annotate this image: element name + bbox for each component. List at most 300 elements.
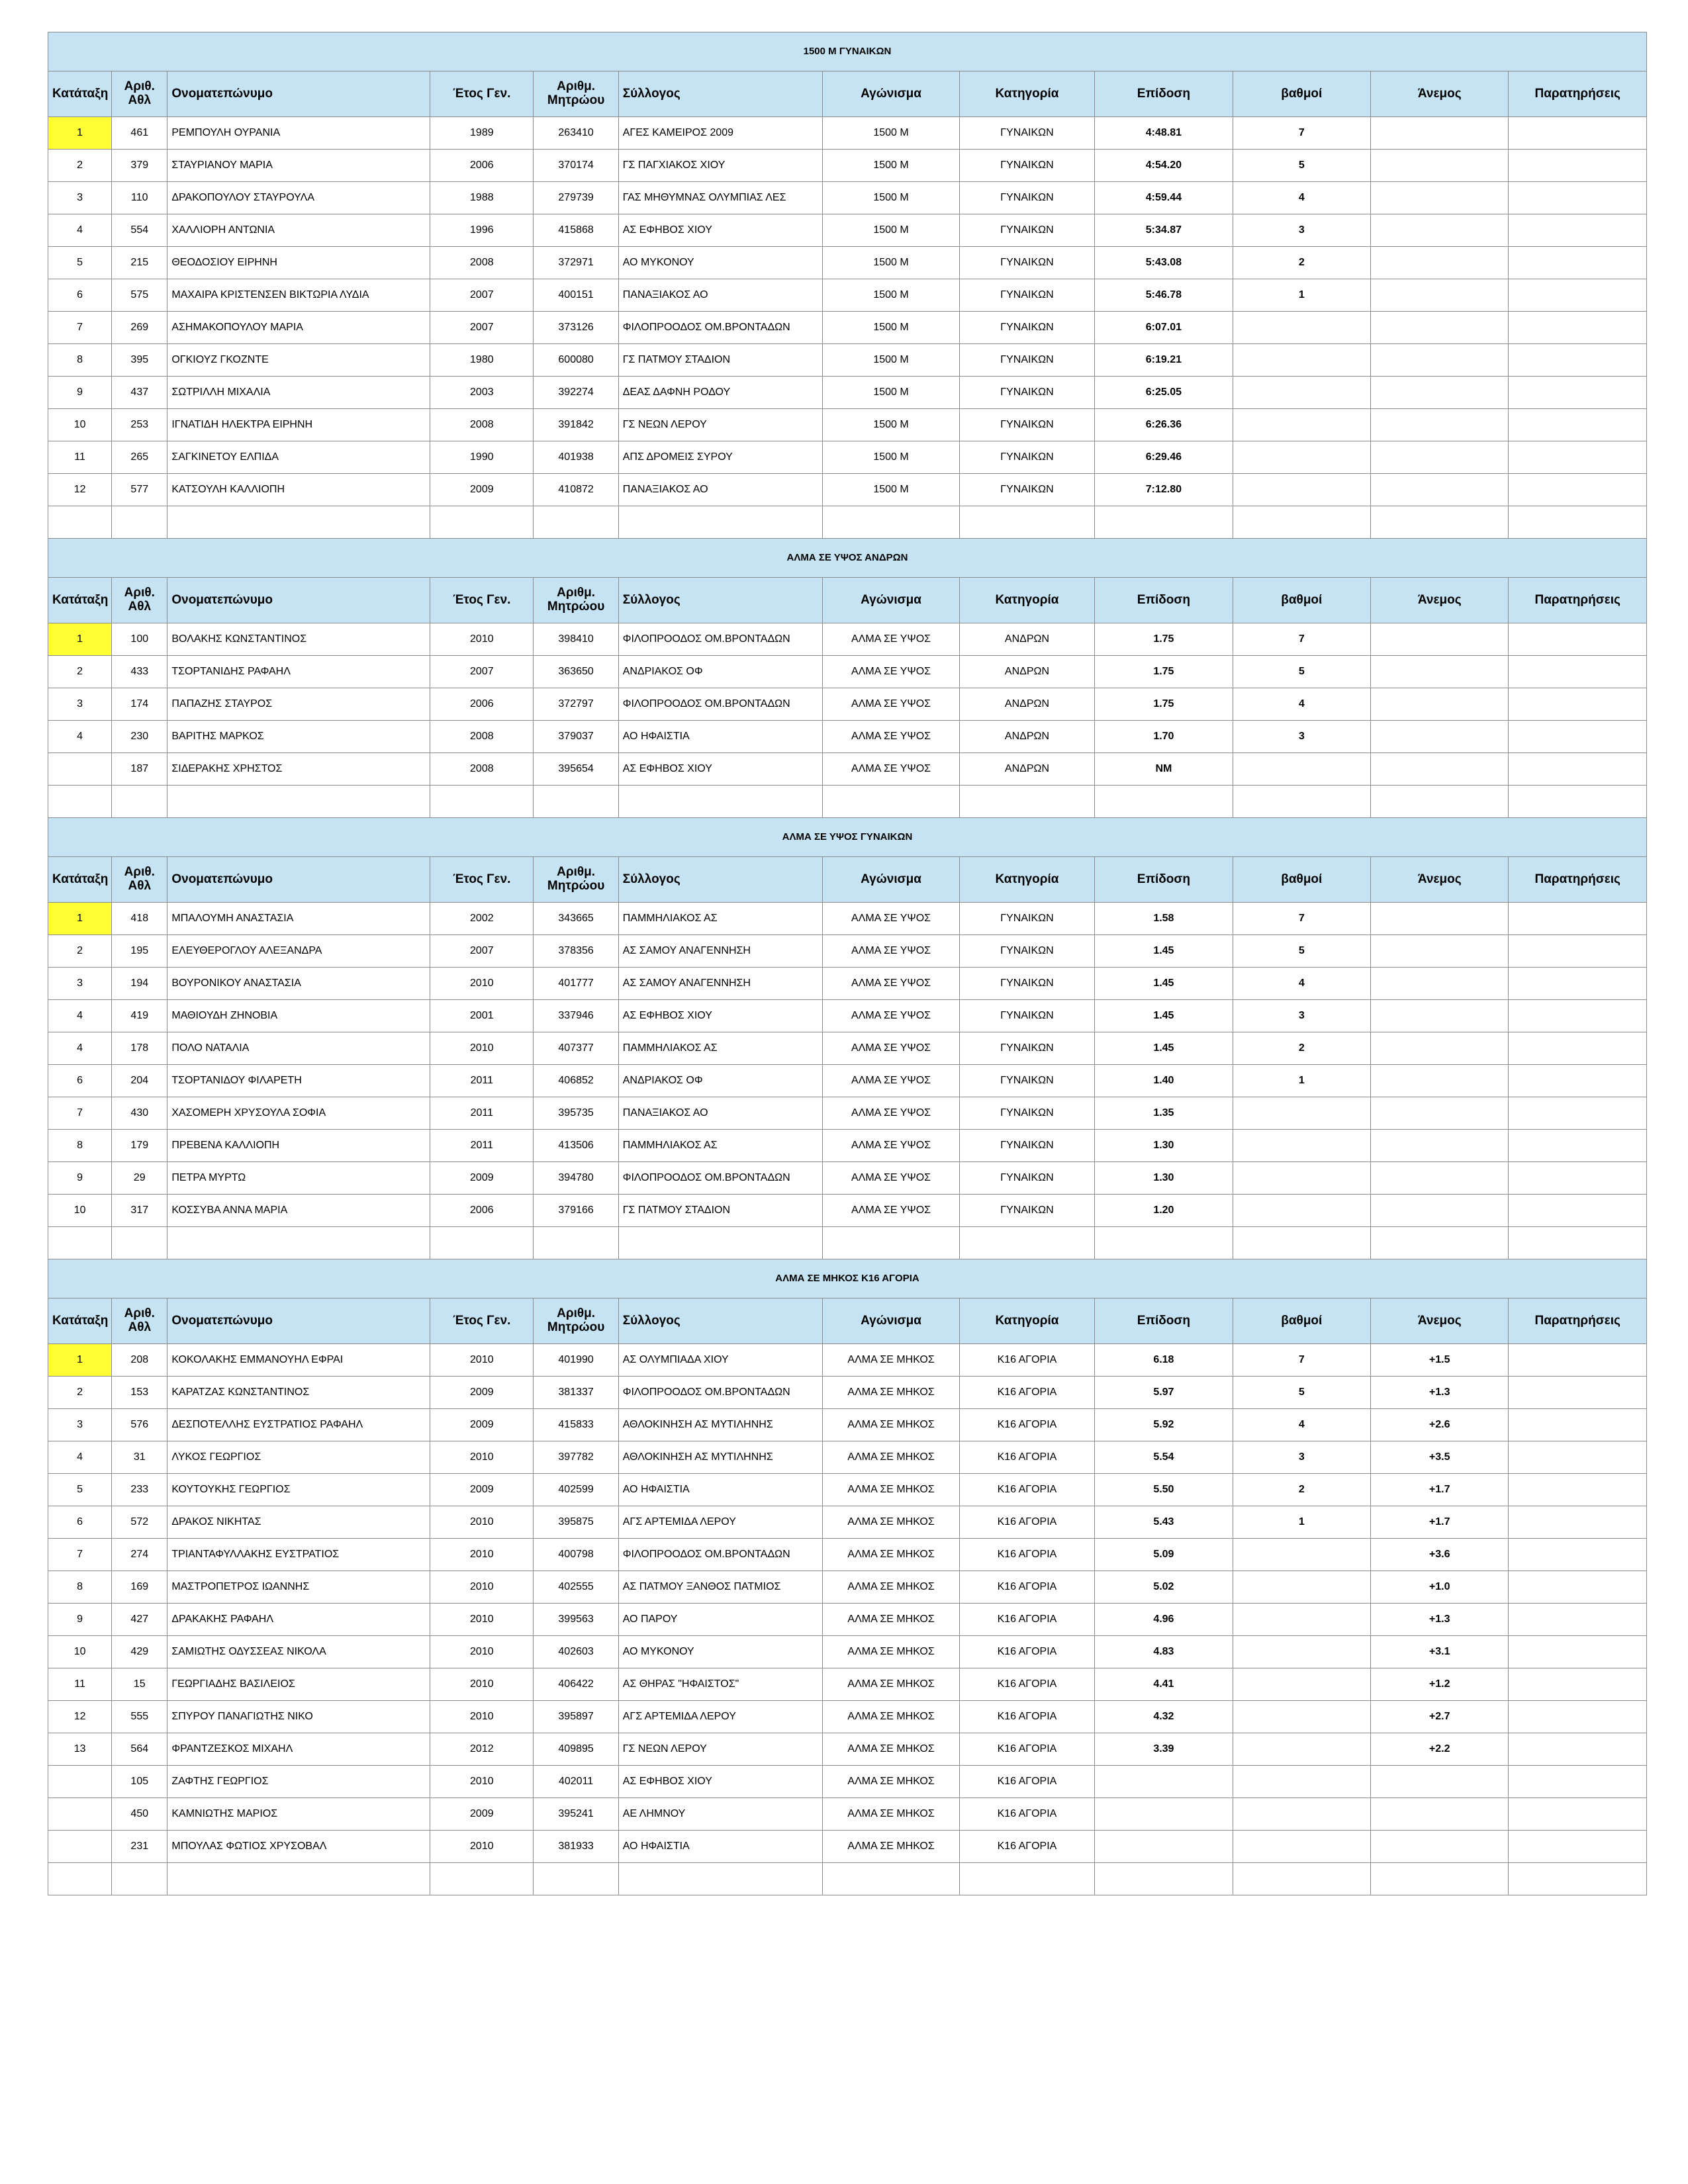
cell-remarks [1509, 1000, 1647, 1032]
cell-wind: +1.5 [1371, 1344, 1509, 1377]
cell-event: 1500 Μ [823, 117, 959, 150]
cell-points: 1 [1233, 1506, 1370, 1539]
cell-wind [1371, 1831, 1509, 1863]
cell-name: ΦΡΑΝΤΖΕΣΚΟΣ ΜΙΧΑΗΛ [167, 1733, 430, 1766]
cell-remarks [1509, 1162, 1647, 1195]
cell-points [1233, 474, 1370, 506]
cell-club: ΑΣ ΣΑΜΟΥ ΑΝΑΓΕΝΝΗΣΗ [618, 935, 823, 968]
cell-performance [1095, 1831, 1233, 1863]
column-header-row [48, 71, 1647, 117]
cell-performance: 6:25.05 [1095, 377, 1233, 409]
header-points: βαθμοί [1233, 578, 1370, 623]
cell-birth-year: 2006 [430, 688, 534, 721]
cell-registry-number: 400151 [534, 279, 618, 312]
table-row [48, 1195, 1647, 1227]
cell-points: 1 [1233, 279, 1370, 312]
cell-registry-number: 381933 [534, 1831, 618, 1863]
cell-wind: +2.7 [1371, 1701, 1509, 1733]
cell-registry-number: 409895 [534, 1733, 618, 1766]
header-registry-number: Αριθμ. Μητρώου [534, 857, 618, 903]
header-remarks: Παρατηρήσεις [1509, 1298, 1647, 1344]
table-row [48, 1571, 1647, 1604]
cell-club: ΓΑΣ ΜΗΘΥΜΝΑΣ ΟΛΥΜΠΙΑΣ ΛΕΣ [618, 182, 823, 214]
cell-club: ΑΓΕΣ ΚΑΜΕΙΡΟΣ 2009 [618, 117, 823, 150]
table-row [48, 1636, 1647, 1668]
cell-event: ΑΛΜΑ ΣΕ ΥΨΟΣ [823, 1162, 959, 1195]
section-title-row [48, 539, 1647, 578]
cell-performance: 3.39 [1095, 1733, 1233, 1766]
cell-birth-year: 2010 [430, 1668, 534, 1701]
table-row [48, 935, 1647, 968]
cell-bib: 265 [112, 441, 167, 474]
cell-points: 7 [1233, 903, 1370, 935]
cell-event: 1500 Μ [823, 474, 959, 506]
header-wind: Άνεμος [1371, 1298, 1509, 1344]
table-row [48, 214, 1647, 247]
cell-rank: 2 [48, 656, 112, 688]
blank-row [48, 786, 1647, 818]
cell-event: ΑΛΜΑ ΣΕ ΜΗΚΟΣ [823, 1668, 959, 1701]
cell-rank: 10 [48, 1195, 112, 1227]
cell-points [1233, 441, 1370, 474]
header-rank: Κατάταξη [48, 857, 112, 903]
cell-registry-number: 372797 [534, 688, 618, 721]
cell-bib: 575 [112, 279, 167, 312]
cell-performance: 6:19.21 [1095, 344, 1233, 377]
empty-cell [430, 1863, 534, 1895]
cell-points [1233, 1766, 1370, 1798]
header-rank: Κατάταξη [48, 71, 112, 117]
cell-remarks [1509, 1032, 1647, 1065]
cell-name: ΙΓΝΑΤΙΔΗ ΗΛΕΚΤΡΑ ΕΙΡΗΝΗ [167, 409, 430, 441]
cell-points: 1 [1233, 1065, 1370, 1097]
header-birth-year: Έτος Γεν. [430, 578, 534, 623]
empty-cell [48, 786, 112, 818]
table-row [48, 1000, 1647, 1032]
cell-category: ΓΥΝΑΙΚΩΝ [959, 1000, 1094, 1032]
cell-remarks [1509, 1636, 1647, 1668]
header-wind: Άνεμος [1371, 857, 1509, 903]
cell-event: 1500 Μ [823, 312, 959, 344]
cell-event: ΑΛΜΑ ΣΕ ΥΨΟΣ [823, 1097, 959, 1130]
cell-points: 4 [1233, 182, 1370, 214]
cell-birth-year: 2002 [430, 903, 534, 935]
cell-category: ΓΥΝΑΙΚΩΝ [959, 1097, 1094, 1130]
cell-birth-year: 2009 [430, 1409, 534, 1441]
cell-name: ΒΑΡΙΤΗΣ ΜΑΡΚΟΣ [167, 721, 430, 753]
cell-name: ΣΩΤΡΙΛΛΗ ΜΙΧΑΛΙΑ [167, 377, 430, 409]
cell-category: Κ16 ΑΓΟΡΙΑ [959, 1377, 1094, 1409]
cell-registry-number: 398410 [534, 623, 618, 656]
cell-event: ΑΛΜΑ ΣΕ ΥΨΟΣ [823, 656, 959, 688]
cell-event: ΑΛΜΑ ΣΕ ΥΨΟΣ [823, 1032, 959, 1065]
cell-remarks [1509, 1065, 1647, 1097]
cell-remarks [1509, 409, 1647, 441]
cell-event: ΑΛΜΑ ΣΕ ΜΗΚΟΣ [823, 1441, 959, 1474]
cell-category: Κ16 ΑΓΟΡΙΑ [959, 1409, 1094, 1441]
cell-rank: 3 [48, 1409, 112, 1441]
cell-name: ΣΑΜΙΩΤΗΣ ΟΔΥΣΣΕΑΣ ΝΙΚΟΛΑ [167, 1636, 430, 1668]
cell-birth-year: 1980 [430, 344, 534, 377]
cell-registry-number: 402603 [534, 1636, 618, 1668]
cell-club: ΑΕ ΛΗΜΝΟΥ [618, 1798, 823, 1831]
cell-category: ΓΥΝΑΙΚΩΝ [959, 935, 1094, 968]
cell-bib: 269 [112, 312, 167, 344]
cell-event: ΑΛΜΑ ΣΕ ΜΗΚΟΣ [823, 1409, 959, 1441]
header-remarks: Παρατηρήσεις [1509, 857, 1647, 903]
cell-rank: 1 [48, 903, 112, 935]
empty-cell [823, 786, 959, 818]
cell-rank: 7 [48, 312, 112, 344]
cell-bib: 395 [112, 344, 167, 377]
cell-performance: 1.45 [1095, 968, 1233, 1000]
cell-category: ΓΥΝΑΙΚΩΝ [959, 903, 1094, 935]
cell-wind [1371, 688, 1509, 721]
cell-performance: 1.70 [1095, 721, 1233, 753]
cell-name: ΚΟΣΣΥΒΑ ΑΝΝΑ ΜΑΡΙΑ [167, 1195, 430, 1227]
cell-wind: +1.7 [1371, 1506, 1509, 1539]
cell-bib: 317 [112, 1195, 167, 1227]
cell-wind [1371, 409, 1509, 441]
cell-performance: 4.41 [1095, 1668, 1233, 1701]
cell-remarks [1509, 1409, 1647, 1441]
cell-rank: 2 [48, 150, 112, 182]
cell-category: ΓΥΝΑΙΚΩΝ [959, 474, 1094, 506]
cell-birth-year: 2011 [430, 1065, 534, 1097]
cell-points [1233, 1701, 1370, 1733]
empty-cell [112, 786, 167, 818]
cell-club: ΦΙΛΟΠΡΟΟΔΟΣ ΟΜ.ΒΡΟΝΤΑΔΩΝ [618, 312, 823, 344]
header-name: Ονοματεπώνυμο [167, 71, 430, 117]
cell-birth-year: 2010 [430, 1441, 534, 1474]
cell-rank: 8 [48, 344, 112, 377]
cell-category: ΑΝΔΡΩΝ [959, 623, 1094, 656]
empty-cell [959, 786, 1094, 818]
cell-rank [48, 1766, 112, 1798]
cell-bib: 179 [112, 1130, 167, 1162]
empty-cell [112, 1863, 167, 1895]
cell-remarks [1509, 721, 1647, 753]
cell-club: ΔΕΑΣ ΔΑΦΝΗ ΡΟΔΟΥ [618, 377, 823, 409]
cell-name: ΤΡΙΑΝΤΑΦΥΛΛΑΚΗΣ ΕΥΣΤΡΑΤΙΟΣ [167, 1539, 430, 1571]
cell-performance: 6:29.46 [1095, 441, 1233, 474]
cell-bib: 31 [112, 1441, 167, 1474]
cell-performance: NM [1095, 753, 1233, 786]
cell-bib: 572 [112, 1506, 167, 1539]
cell-rank: 4 [48, 721, 112, 753]
cell-rank: 10 [48, 409, 112, 441]
cell-wind [1371, 1162, 1509, 1195]
table-row [48, 1097, 1647, 1130]
cell-birth-year: 2010 [430, 1701, 534, 1733]
cell-bib: 178 [112, 1032, 167, 1065]
cell-rank: 2 [48, 1377, 112, 1409]
cell-performance: 1.30 [1095, 1162, 1233, 1195]
cell-bib: 418 [112, 903, 167, 935]
table-row [48, 1344, 1647, 1377]
cell-name: ΒΟΥΡΟΝΙΚΟΥ ΑΝΑΣΤΑΣΙΑ [167, 968, 430, 1000]
section-title: ΑΛΜΑ ΣΕ ΥΨΟΣ ΑΝΔΡΩΝ [48, 539, 1647, 578]
cell-bib: 576 [112, 1409, 167, 1441]
cell-category: ΓΥΝΑΙΚΩΝ [959, 344, 1094, 377]
cell-club: ΦΙΛΟΠΡΟΟΔΟΣ ΟΜ.ΒΡΟΝΤΑΔΩΝ [618, 623, 823, 656]
cell-rank: 7 [48, 1097, 112, 1130]
header-club: Σύλλογος [618, 1298, 823, 1344]
empty-cell [48, 1227, 112, 1259]
cell-bib: 253 [112, 409, 167, 441]
empty-cell [959, 1227, 1094, 1259]
cell-club: ΑΣ ΟΛΥΜΠΙΑΔΑ ΧΙΟΥ [618, 1344, 823, 1377]
cell-wind [1371, 1065, 1509, 1097]
cell-name: ΔΡΑΚΑΚΗΣ ΡΑΦΑΗΛ [167, 1604, 430, 1636]
cell-registry-number: 363650 [534, 656, 618, 688]
cell-event: ΑΛΜΑ ΣΕ ΥΨΟΣ [823, 1000, 959, 1032]
header-bib: Αριθ. Αθλ [112, 857, 167, 903]
header-club: Σύλλογος [618, 71, 823, 117]
cell-name: ΧΑΣΟΜΕΡΗ ΧΡΥΣΟΥΛΑ ΣΟΦΙΑ [167, 1097, 430, 1130]
cell-wind [1371, 441, 1509, 474]
cell-bib: 231 [112, 1831, 167, 1863]
cell-registry-number: 372971 [534, 247, 618, 279]
table-row [48, 344, 1647, 377]
empty-cell [534, 786, 618, 818]
table-row [48, 182, 1647, 214]
cell-category: Κ16 ΑΓΟΡΙΑ [959, 1668, 1094, 1701]
header-category: Κατηγορία [959, 1298, 1094, 1344]
cell-points [1233, 1733, 1370, 1766]
cell-event: ΑΛΜΑ ΣΕ ΥΨΟΣ [823, 1065, 959, 1097]
cell-name: ΒΟΛΑΚΗΣ ΚΩΝΣΤΑΝΤΙΝΟΣ [167, 623, 430, 656]
cell-rank: 4 [48, 1000, 112, 1032]
cell-wind [1371, 656, 1509, 688]
cell-registry-number: 415833 [534, 1409, 618, 1441]
header-registry-number: Αριθμ. Μητρώου [534, 71, 618, 117]
cell-birth-year: 2011 [430, 1130, 534, 1162]
cell-performance: 5.54 [1095, 1441, 1233, 1474]
empty-cell [167, 1863, 430, 1895]
cell-birth-year: 2008 [430, 721, 534, 753]
cell-points [1233, 1097, 1370, 1130]
cell-birth-year: 2010 [430, 968, 534, 1000]
cell-bib: 419 [112, 1000, 167, 1032]
cell-birth-year: 2007 [430, 312, 534, 344]
cell-wind [1371, 1766, 1509, 1798]
header-event: Αγώνισμα [823, 1298, 959, 1344]
cell-points [1233, 753, 1370, 786]
cell-rank: 2 [48, 935, 112, 968]
column-header-row [48, 857, 1647, 903]
table-row [48, 1798, 1647, 1831]
empty-cell [167, 1227, 430, 1259]
cell-remarks [1509, 1474, 1647, 1506]
cell-name: ΜΑΧΑΙΡΑ ΚΡΙΣΤΕΝΣΕΝ ΒΙΚΤΩΡΙΑ ΛΥΔΙΑ [167, 279, 430, 312]
cell-remarks [1509, 1766, 1647, 1798]
cell-name: ΚΟΚΟΛΑΚΗΣ ΕΜΜΑΝΟΥΗΛ ΕΦΡΑΙ [167, 1344, 430, 1377]
cell-points: 2 [1233, 247, 1370, 279]
cell-name: ΠΟΛΟ ΝΑΤΑΛΙΑ [167, 1032, 430, 1065]
cell-birth-year: 2010 [430, 1571, 534, 1604]
cell-points: 5 [1233, 656, 1370, 688]
cell-remarks [1509, 377, 1647, 409]
cell-remarks [1509, 1571, 1647, 1604]
cell-points [1233, 344, 1370, 377]
cell-club: ΑΓΣ ΑΡΤΕΜΙΔΑ ΛΕΡΟΥ [618, 1506, 823, 1539]
cell-club: ΑΣ ΕΦΗΒΟΣ ΧΙΟΥ [618, 1000, 823, 1032]
cell-remarks [1509, 656, 1647, 688]
header-club: Σύλλογος [618, 578, 823, 623]
cell-performance: 1.58 [1095, 903, 1233, 935]
empty-cell [430, 786, 534, 818]
cell-name: ΣΠΥΡΟΥ ΠΑΝΑΓΙΩΤΗΣ ΝΙΚΟ [167, 1701, 430, 1733]
cell-category: ΓΥΝΑΙΚΩΝ [959, 968, 1094, 1000]
table-row [48, 150, 1647, 182]
cell-remarks [1509, 150, 1647, 182]
cell-bib: 153 [112, 1377, 167, 1409]
cell-category: ΓΥΝΑΙΚΩΝ [959, 117, 1094, 150]
cell-points: 3 [1233, 214, 1370, 247]
cell-remarks [1509, 1130, 1647, 1162]
cell-birth-year: 1988 [430, 182, 534, 214]
cell-event: 1500 Μ [823, 409, 959, 441]
cell-points [1233, 1831, 1370, 1863]
header-performance: Επίδοση [1095, 857, 1233, 903]
cell-bib: 208 [112, 1344, 167, 1377]
cell-remarks [1509, 312, 1647, 344]
cell-category: Κ16 ΑΓΟΡΙΑ [959, 1604, 1094, 1636]
cell-rank: 4 [48, 1441, 112, 1474]
cell-birth-year: 2010 [430, 1604, 534, 1636]
cell-wind [1371, 1798, 1509, 1831]
cell-performance: 6:07.01 [1095, 312, 1233, 344]
empty-cell [167, 786, 430, 818]
empty-cell [1095, 1863, 1233, 1895]
cell-category: Κ16 ΑΓΟΡΙΑ [959, 1636, 1094, 1668]
cell-name: ΓΕΩΡΓΙΑΔΗΣ ΒΑΣΙΛΕΙΟΣ [167, 1668, 430, 1701]
cell-event: ΑΛΜΑ ΣΕ ΜΗΚΟΣ [823, 1571, 959, 1604]
cell-registry-number: 343665 [534, 903, 618, 935]
table-row [48, 623, 1647, 656]
header-category: Κατηγορία [959, 857, 1094, 903]
cell-points [1233, 1130, 1370, 1162]
empty-cell [534, 1227, 618, 1259]
cell-performance: 4:48.81 [1095, 117, 1233, 150]
table-row [48, 1162, 1647, 1195]
cell-category: Κ16 ΑΓΟΡΙΑ [959, 1441, 1094, 1474]
cell-remarks [1509, 1733, 1647, 1766]
cell-wind: +2.6 [1371, 1409, 1509, 1441]
cell-bib: 461 [112, 117, 167, 150]
cell-name: ΜΠΑΛΟΥΜΗ ΑΝΑΣΤΑΣΙΑ [167, 903, 430, 935]
cell-wind [1371, 474, 1509, 506]
cell-rank: 12 [48, 1701, 112, 1733]
cell-performance: 4.32 [1095, 1701, 1233, 1733]
cell-birth-year: 2007 [430, 656, 534, 688]
cell-event: ΑΛΜΑ ΣΕ ΥΨΟΣ [823, 688, 959, 721]
cell-event: ΑΛΜΑ ΣΕ ΥΨΟΣ [823, 721, 959, 753]
cell-event: ΑΛΜΑ ΣΕ ΥΨΟΣ [823, 1195, 959, 1227]
cell-performance: 7:12.80 [1095, 474, 1233, 506]
cell-points [1233, 1668, 1370, 1701]
cell-wind [1371, 903, 1509, 935]
table-row [48, 474, 1647, 506]
cell-category: Κ16 ΑΓΟΡΙΑ [959, 1474, 1094, 1506]
empty-cell [1509, 1227, 1647, 1259]
cell-wind: +1.7 [1371, 1474, 1509, 1506]
empty-cell [1371, 506, 1509, 539]
cell-wind [1371, 312, 1509, 344]
cell-event: ΑΛΜΑ ΣΕ ΜΗΚΟΣ [823, 1539, 959, 1571]
cell-points: 4 [1233, 1409, 1370, 1441]
cell-remarks [1509, 247, 1647, 279]
cell-wind [1371, 1130, 1509, 1162]
cell-bib: 577 [112, 474, 167, 506]
cell-club: ΑΠΣ ΔΡΟΜΕΙΣ ΣΥΡΟΥ [618, 441, 823, 474]
cell-wind: +1.0 [1371, 1571, 1509, 1604]
cell-wind: +2.2 [1371, 1733, 1509, 1766]
table-row [48, 688, 1647, 721]
cell-category: ΓΥΝΑΙΚΩΝ [959, 247, 1094, 279]
cell-birth-year: 2012 [430, 1733, 534, 1766]
cell-club: ΑΝΔΡΙΑΚΟΣ ΟΦ [618, 656, 823, 688]
cell-name: ΘΕΟΔΟΣΙΟΥ ΕΙΡΗΝΗ [167, 247, 430, 279]
header-event: Αγώνισμα [823, 578, 959, 623]
cell-birth-year: 2008 [430, 247, 534, 279]
cell-wind [1371, 247, 1509, 279]
cell-club: ΑΘΛΟΚΙΝΗΣΗ ΑΣ ΜΥΤΙΛΗΝΗΣ [618, 1441, 823, 1474]
cell-birth-year: 2009 [430, 1162, 534, 1195]
table-row [48, 753, 1647, 786]
cell-points: 7 [1233, 1344, 1370, 1377]
header-registry-number: Αριθμ. Μητρώου [534, 578, 618, 623]
cell-event: ΑΛΜΑ ΣΕ ΥΨΟΣ [823, 623, 959, 656]
cell-remarks [1509, 1344, 1647, 1377]
cell-points [1233, 1539, 1370, 1571]
header-name: Ονοματεπώνυμο [167, 857, 430, 903]
cell-club: ΦΙΛΟΠΡΟΟΔΟΣ ΟΜ.ΒΡΟΝΤΑΔΩΝ [618, 688, 823, 721]
empty-cell [112, 1227, 167, 1259]
cell-category: ΑΝΔΡΩΝ [959, 688, 1094, 721]
cell-registry-number: 279739 [534, 182, 618, 214]
cell-event: 1500 Μ [823, 279, 959, 312]
cell-club: ΦΙΛΟΠΡΟΟΔΟΣ ΟΜ.ΒΡΟΝΤΑΔΩΝ [618, 1377, 823, 1409]
cell-registry-number: 379166 [534, 1195, 618, 1227]
cell-bib: 379 [112, 150, 167, 182]
cell-wind [1371, 182, 1509, 214]
cell-performance: 1.20 [1095, 1195, 1233, 1227]
cell-rank: 9 [48, 1162, 112, 1195]
cell-performance: 1.75 [1095, 688, 1233, 721]
cell-event: 1500 Μ [823, 344, 959, 377]
cell-performance: 1.35 [1095, 1097, 1233, 1130]
empty-cell [1509, 506, 1647, 539]
cell-birth-year: 1989 [430, 117, 534, 150]
cell-registry-number: 406422 [534, 1668, 618, 1701]
cell-remarks [1509, 1195, 1647, 1227]
cell-performance: 5:34.87 [1095, 214, 1233, 247]
header-event: Αγώνισμα [823, 71, 959, 117]
table-row [48, 903, 1647, 935]
cell-name: ΖΑΦΤΗΣ ΓΕΩΡΓΙΟΣ [167, 1766, 430, 1798]
cell-rank: 6 [48, 1065, 112, 1097]
header-name: Ονοματεπώνυμο [167, 578, 430, 623]
table-row [48, 1668, 1647, 1701]
cell-event: ΑΛΜΑ ΣΕ ΜΗΚΟΣ [823, 1506, 959, 1539]
cell-remarks [1509, 1097, 1647, 1130]
empty-cell [1371, 786, 1509, 818]
cell-registry-number: 415868 [534, 214, 618, 247]
cell-birth-year: 2007 [430, 935, 534, 968]
cell-rank: 4 [48, 1032, 112, 1065]
